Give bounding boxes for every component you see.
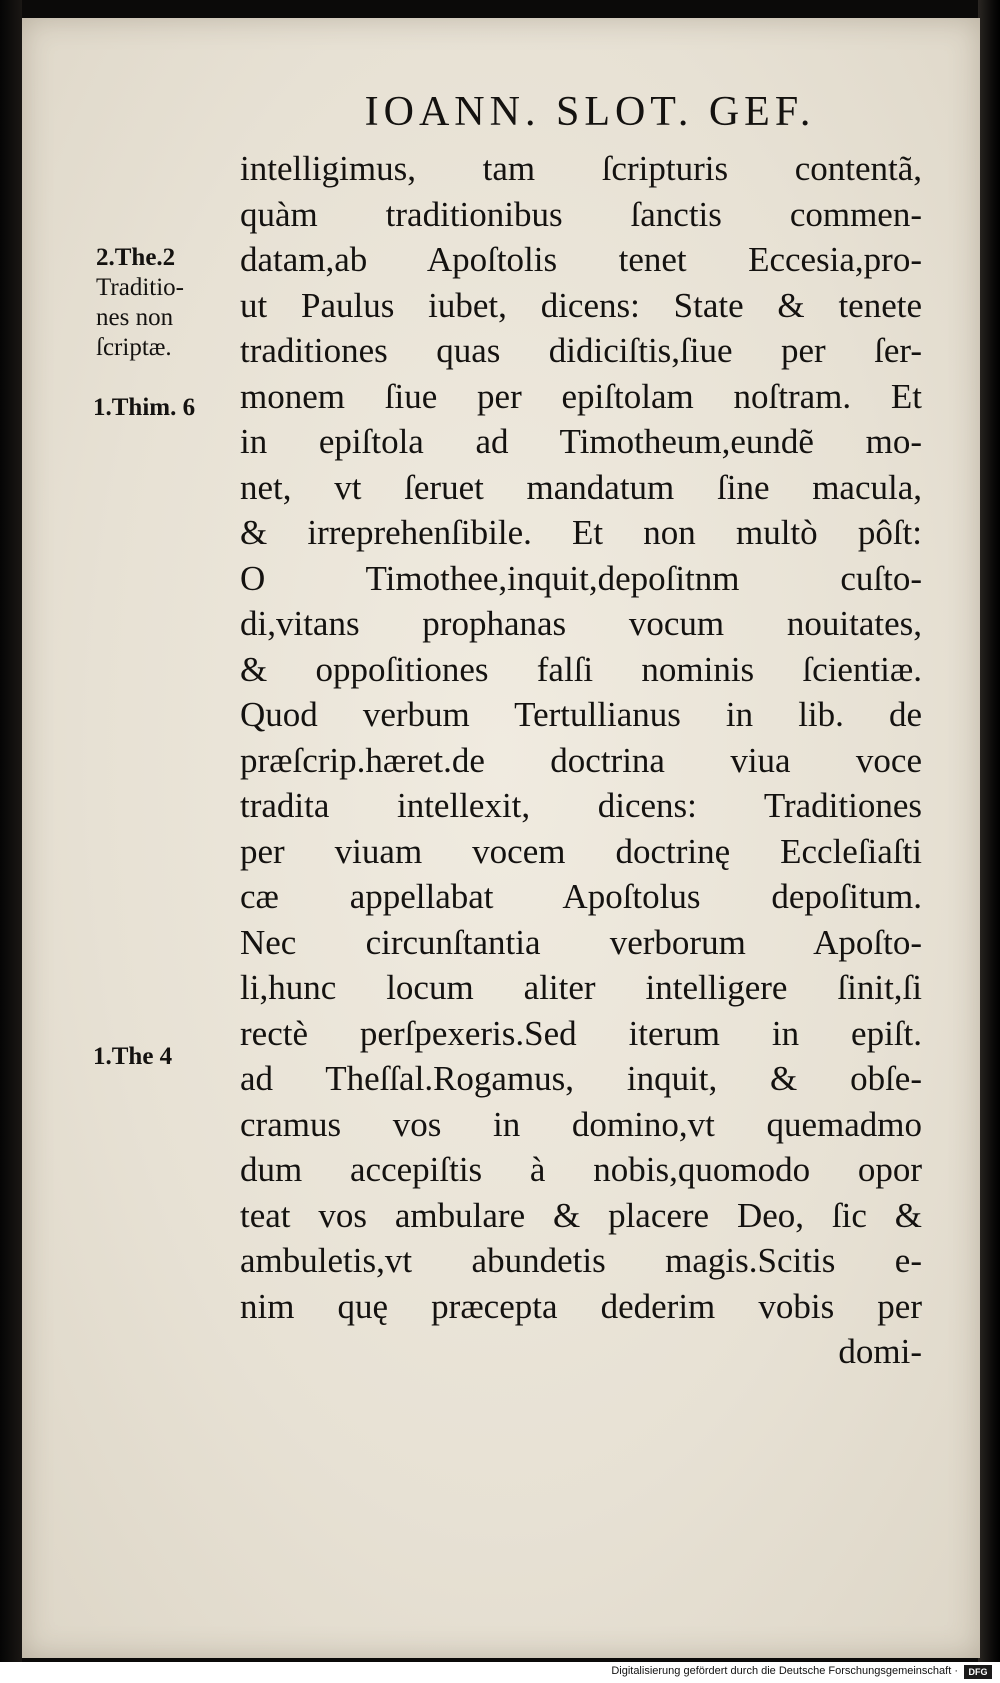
- marginal-note-line: nes non: [96, 304, 174, 331]
- main-text-block: [240, 146, 922, 1375]
- text-line: cæ appellabat Apoſtolus depoſitum.: [240, 877, 922, 916]
- marginal-note-thessalonians-1: 1.The 4: [93, 1043, 173, 1070]
- text-line: intelligimus, tam ſcripturis contentã,: [240, 149, 922, 188]
- catchword: domi-: [838, 1332, 922, 1371]
- digitization-footer: [0, 1662, 1000, 1683]
- text-line: ad Theſſal.Rogamus, inquit, & obſe-: [240, 1059, 922, 1098]
- text-line: li,hunc locum aliter intelligere ſinit,ſi: [240, 968, 922, 1007]
- text-line: per viuam vocem doctrinę Eccleſiaſti: [240, 831, 922, 871]
- text-line: traditiones quas didiciſtis,ſiue per ſer-: [240, 331, 922, 370]
- text-line: di,vitans prophanas vocum nouitates,: [240, 604, 922, 643]
- text-line: net, vt ſeruet mandatum ſine macula,: [240, 467, 922, 507]
- text-line: nim quę præcepta dederim vobis per: [240, 1286, 922, 1326]
- book-edge-right: [978, 0, 1000, 1662]
- text-line: & oppoſitiones falſi nominis ſcientiæ.: [240, 649, 922, 689]
- text-line: ut Paulus iubet, dicens: State & tenete: [240, 285, 922, 325]
- text-line: teat vos ambulare & placere Deo, ſic &: [240, 1195, 922, 1235]
- text-line: rectè perſpexeris.Sed iterum in epiſt.: [240, 1013, 922, 1053]
- text-line: in epiſtola ad Timotheum,eundẽ mo-: [240, 422, 922, 461]
- marginal-note-line: 2.The.2: [96, 244, 176, 271]
- marginal-note-line: ſcriptæ.: [96, 334, 172, 361]
- text-line: & irreprehenſibile. Et non multò pôſt:: [240, 513, 922, 552]
- text-line: cramus vos in domino,vt quemadmo: [240, 1104, 922, 1144]
- book-edge-left: [0, 0, 22, 1662]
- marginal-note-thessalonians-2: [96, 243, 184, 363]
- marginal-note-line: Traditio-: [96, 274, 184, 301]
- dfg-logo-icon: DFG: [964, 1665, 992, 1679]
- text-line: tradita intellexit, dicens: Traditiones: [240, 786, 922, 825]
- text-line: dum accepiſtis à nobis,quomodo opor: [240, 1150, 922, 1189]
- funding-credit: Digitalisierung gefördert durch die Deutsche Forschungsgemeinschaft ·: [611, 1665, 958, 1677]
- text-line: ambuletis,vt abundetis magis.Scitis e-: [240, 1241, 922, 1280]
- running-head: IOANN. SLOT. GEF.: [364, 89, 816, 135]
- text-line: quàm traditionibus ſanctis commen-: [240, 194, 922, 234]
- text-line: Nec circunſtantia verborum Apoſto-: [240, 922, 922, 962]
- marginal-note-timothy-1: 1.Thim. 6: [93, 394, 196, 421]
- text-line: O Timothee,inquit,depoſitnm cuſto-: [240, 558, 922, 598]
- text-line: monem ſiue per epiſtolam noſtram. Et: [240, 376, 922, 416]
- text-line: præſcrip.hæret.de doctrina viua voce: [240, 740, 922, 780]
- text-line: Quod verbum Tertullianus in lib. de: [240, 695, 922, 734]
- text-line: datam,ab Apoſtolis tenet Eccesia,pro-: [240, 240, 922, 279]
